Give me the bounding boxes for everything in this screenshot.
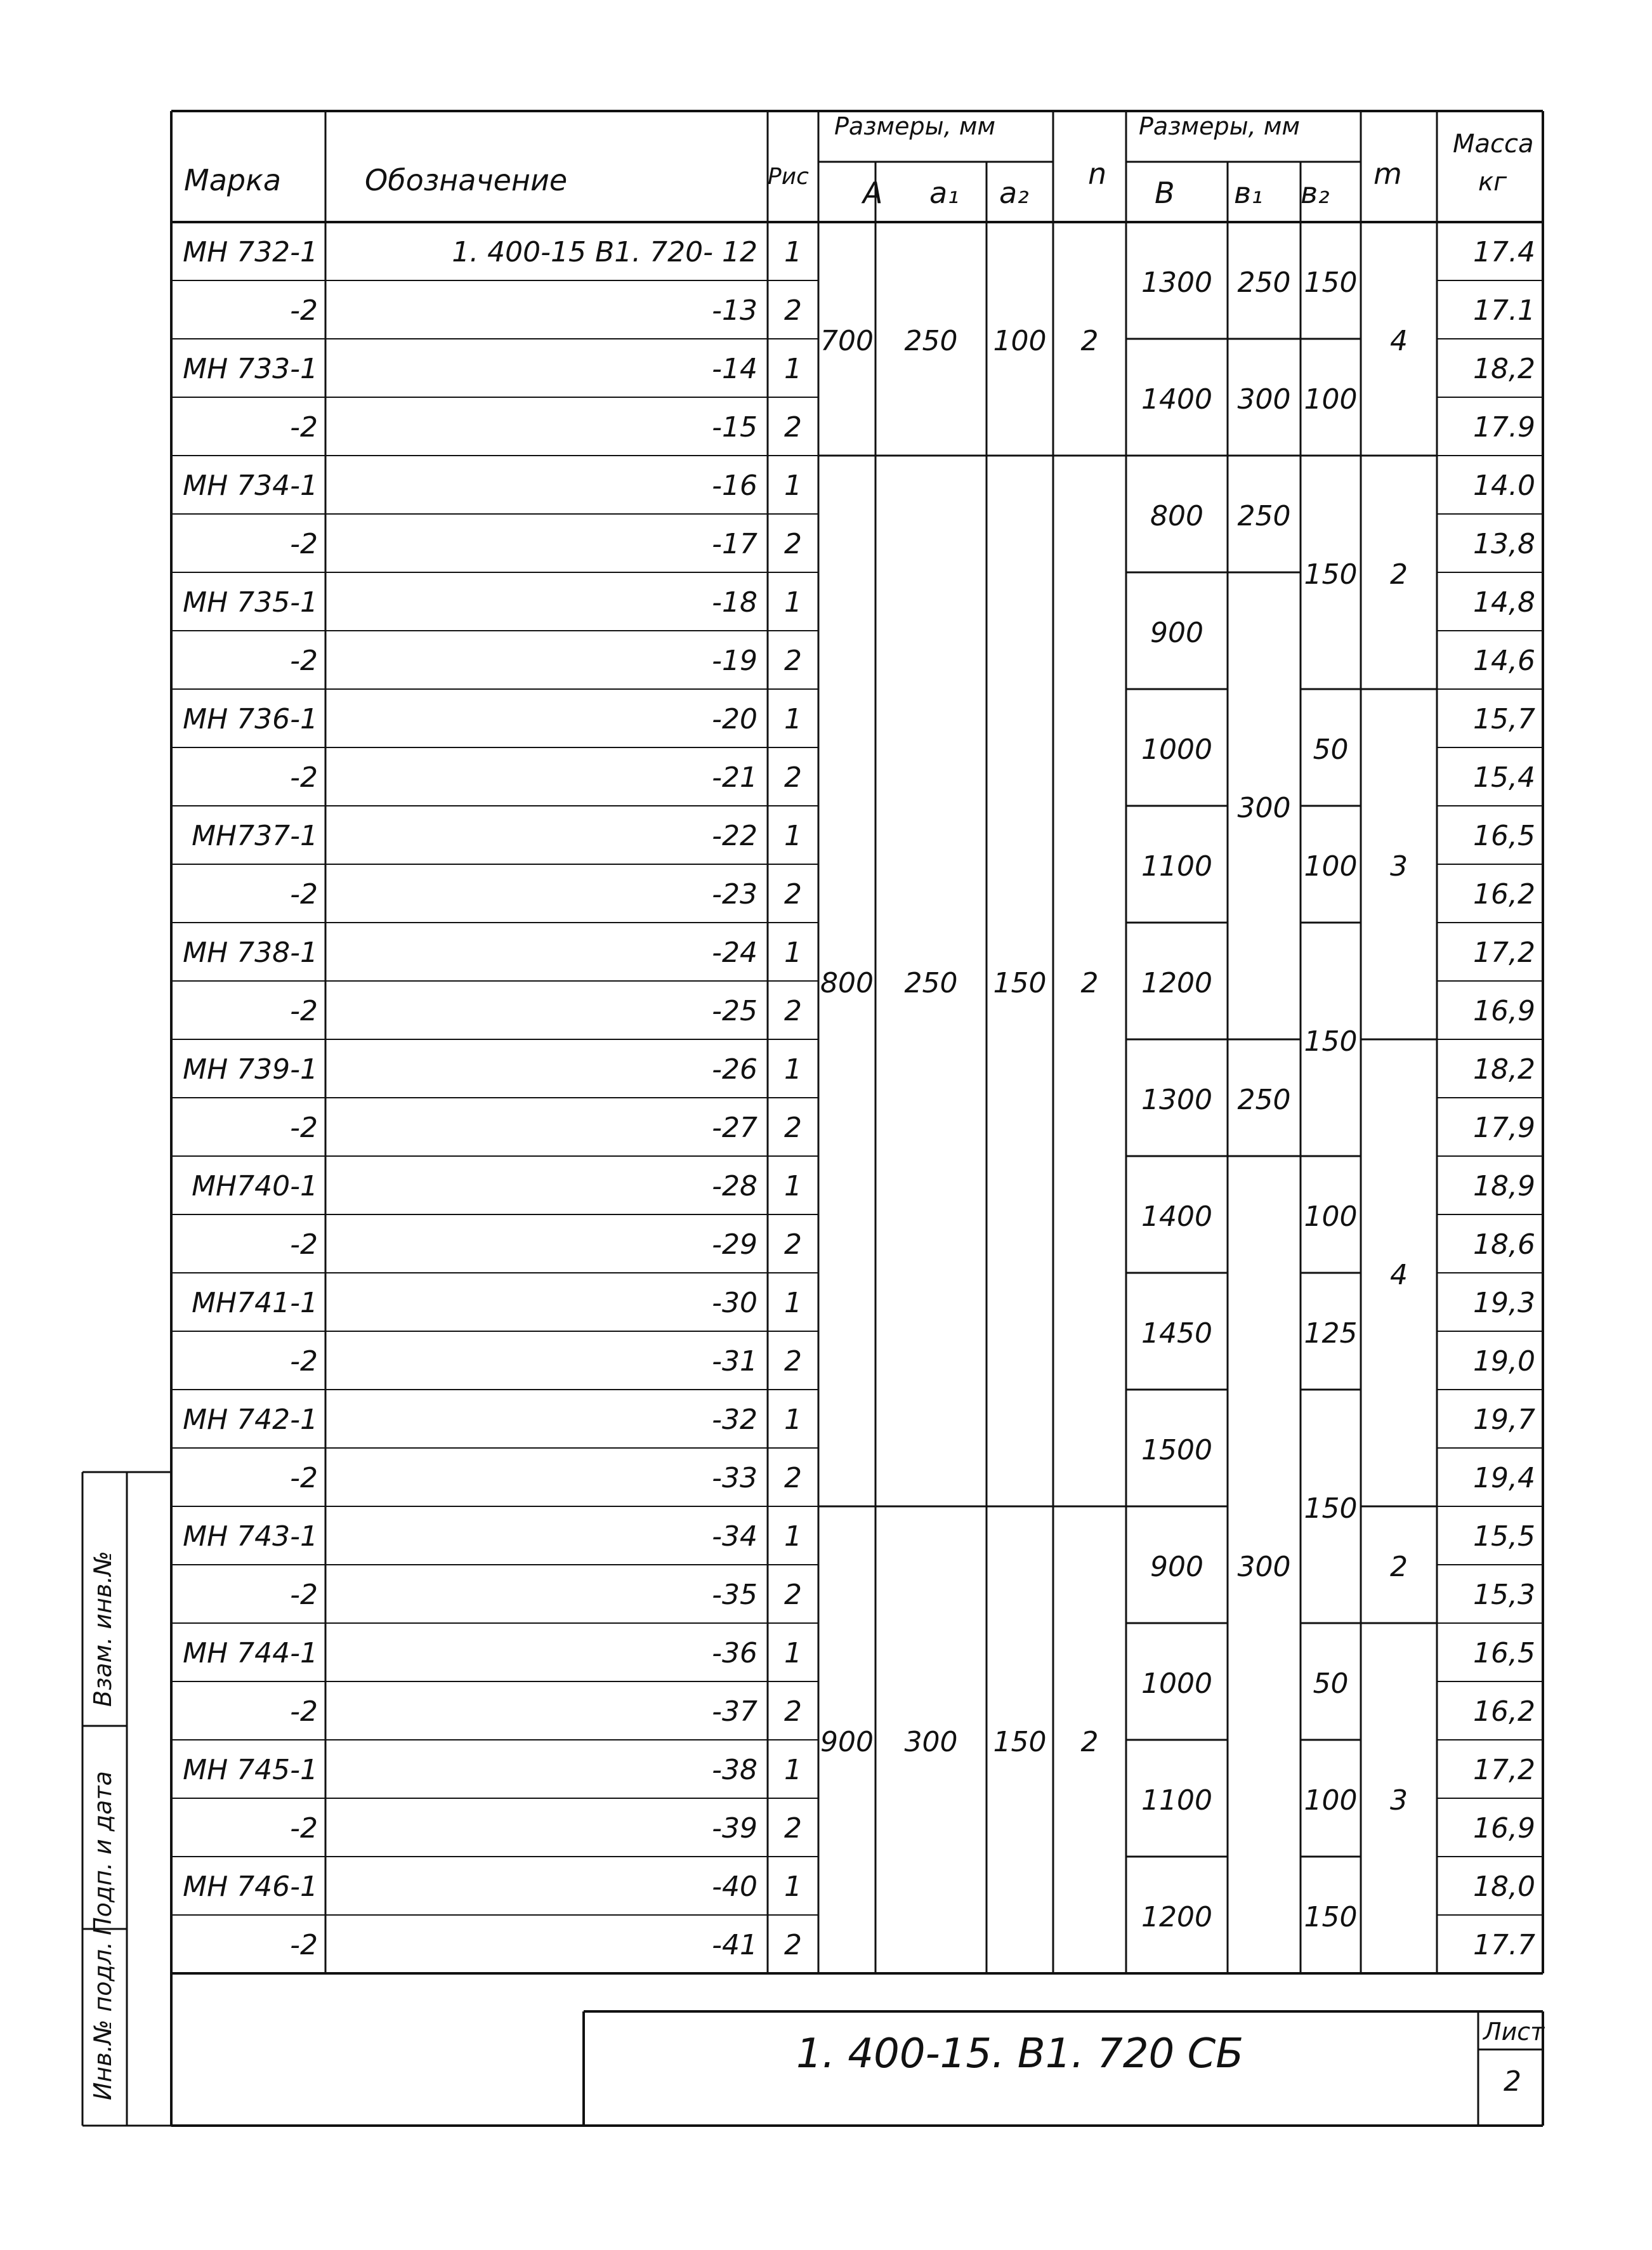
row-marka: МН 736-1 bbox=[183, 703, 318, 735]
group-a1: 250 bbox=[904, 325, 958, 357]
row-marka: МН 744-1 bbox=[183, 1637, 318, 1669]
row-marka: МН 745-1 bbox=[183, 1754, 318, 1786]
sheet-label: Лист bbox=[1483, 2018, 1545, 2046]
row-ris: 2 bbox=[784, 995, 802, 1027]
row-oboznachenie: -41 bbox=[712, 1929, 757, 1961]
row-marka: -2 bbox=[290, 995, 318, 1027]
row-oboznachenie: -26 bbox=[712, 1053, 757, 1086]
header-razmery-1: Размеры, мм bbox=[834, 112, 996, 140]
row-ris: 2 bbox=[784, 645, 802, 677]
row-massa: 17,2 bbox=[1473, 937, 1535, 969]
group-B: 1100 bbox=[1141, 1784, 1212, 1817]
row-oboznachenie: -22 bbox=[712, 820, 757, 852]
group-a1: 300 bbox=[904, 1726, 958, 1758]
row-oboznachenie: -36 bbox=[712, 1637, 757, 1669]
group-B: 1000 bbox=[1141, 1668, 1212, 1700]
row-ris: 1 bbox=[784, 1404, 802, 1436]
header-a1: a₁ bbox=[929, 176, 959, 210]
row-oboznachenie: -14 bbox=[712, 353, 757, 385]
group-B: 1200 bbox=[1141, 1901, 1212, 1933]
row-ris: 2 bbox=[784, 411, 802, 444]
row-ris: 1 bbox=[784, 1053, 802, 1086]
row-ris: 2 bbox=[784, 528, 802, 560]
row-ris: 2 bbox=[784, 1812, 802, 1845]
header-oboznachenie: Обозначение bbox=[365, 163, 568, 197]
row-marka: -2 bbox=[290, 1579, 318, 1611]
group-b1: 300 bbox=[1237, 383, 1291, 416]
document-designation: 1. 400-15. В1. 720 СБ bbox=[796, 2030, 1244, 2077]
row-oboznachenie: 1. 400-15 В1. 720- 12 bbox=[452, 236, 757, 268]
group-b1: 300 bbox=[1237, 1551, 1291, 1583]
row-massa: 17,9 bbox=[1473, 1112, 1535, 1144]
row-ris: 1 bbox=[784, 1637, 802, 1669]
header-B: B bbox=[1155, 176, 1175, 210]
group-m: 4 bbox=[1390, 325, 1408, 357]
group-m: 2 bbox=[1390, 1551, 1408, 1583]
row-massa: 17.7 bbox=[1473, 1929, 1535, 1961]
group-b2: 100 bbox=[1304, 1784, 1358, 1817]
group-A: 800 bbox=[820, 967, 874, 999]
group-B: 1300 bbox=[1141, 266, 1212, 299]
row-marka: МН 734-1 bbox=[183, 470, 318, 502]
row-massa: 14,6 bbox=[1473, 645, 1535, 677]
row-massa: 15,7 bbox=[1473, 703, 1535, 735]
row-oboznachenie: -35 bbox=[712, 1579, 757, 1611]
group-b2: 100 bbox=[1304, 850, 1358, 883]
header-b2: в₂ bbox=[1301, 176, 1330, 210]
row-oboznachenie: -25 bbox=[712, 995, 757, 1027]
row-marka: МН 733-1 bbox=[183, 353, 318, 385]
row-marka: -2 bbox=[290, 528, 318, 560]
group-a2: 100 bbox=[993, 325, 1047, 357]
row-marka: МН 742-1 bbox=[183, 1404, 318, 1436]
row-oboznachenie: -23 bbox=[712, 878, 757, 911]
group-b2: 150 bbox=[1304, 1025, 1358, 1058]
row-oboznachenie: -28 bbox=[712, 1170, 757, 1202]
group-m: 2 bbox=[1390, 558, 1408, 591]
row-ris: 2 bbox=[784, 1579, 802, 1611]
group-B: 1200 bbox=[1141, 967, 1212, 999]
row-oboznachenie: -39 bbox=[712, 1812, 757, 1845]
group-B: 1500 bbox=[1141, 1434, 1212, 1466]
row-marka: МН 732-1 bbox=[183, 236, 318, 268]
row-massa: 19,4 bbox=[1473, 1462, 1535, 1494]
row-oboznachenie: -21 bbox=[712, 761, 757, 794]
group-b1: 250 bbox=[1237, 500, 1291, 532]
row-massa: 15,5 bbox=[1473, 1520, 1535, 1553]
header-ris: Рис bbox=[768, 164, 809, 190]
group-B: 900 bbox=[1150, 1551, 1203, 1583]
group-B: 900 bbox=[1150, 617, 1203, 649]
row-oboznachenie: -20 bbox=[712, 703, 757, 735]
group-n: 2 bbox=[1080, 325, 1099, 357]
header-massa-unit: кг bbox=[1478, 168, 1507, 197]
row-massa: 17.9 bbox=[1473, 411, 1535, 444]
table-body bbox=[183, 236, 1535, 1961]
row-ris: 1 bbox=[784, 1871, 802, 1903]
row-massa: 14,8 bbox=[1473, 586, 1535, 619]
row-marka: МН740-1 bbox=[192, 1170, 318, 1202]
row-marka: -2 bbox=[290, 761, 318, 794]
group-B: 1000 bbox=[1141, 734, 1212, 766]
side-stamp-vzam: Взам. инв.№ bbox=[89, 1551, 117, 1707]
row-massa: 15,3 bbox=[1473, 1579, 1535, 1611]
row-marka: -2 bbox=[290, 1228, 318, 1261]
side-stamp-podp: Подп. и дата bbox=[89, 1771, 117, 1935]
row-ris: 2 bbox=[784, 1695, 802, 1728]
row-oboznachenie: -30 bbox=[712, 1287, 757, 1319]
row-ris: 1 bbox=[784, 236, 802, 268]
row-ris: 1 bbox=[784, 703, 802, 735]
header-m: m bbox=[1373, 157, 1402, 191]
row-marka: -2 bbox=[290, 1462, 318, 1494]
row-marka: -2 bbox=[290, 1695, 318, 1728]
row-massa: 17,2 bbox=[1473, 1754, 1535, 1786]
group-B: 1100 bbox=[1141, 850, 1212, 883]
row-ris: 2 bbox=[784, 1228, 802, 1261]
row-oboznachenie: -19 bbox=[712, 645, 757, 677]
row-massa: 18,2 bbox=[1473, 1053, 1535, 1086]
row-ris: 2 bbox=[784, 1462, 802, 1494]
group-b2: 150 bbox=[1304, 1901, 1358, 1933]
row-oboznachenie: -38 bbox=[712, 1754, 757, 1786]
row-massa: 19,0 bbox=[1473, 1345, 1535, 1378]
group-A: 900 bbox=[820, 1726, 874, 1758]
group-b2: 125 bbox=[1304, 1317, 1358, 1350]
title-block bbox=[796, 2018, 1545, 2098]
row-ris: 1 bbox=[784, 1754, 802, 1786]
row-marka: МН741-1 bbox=[192, 1287, 318, 1319]
row-massa: 17.1 bbox=[1473, 294, 1535, 327]
group-a2: 150 bbox=[993, 1726, 1047, 1758]
group-b2: 150 bbox=[1304, 266, 1358, 299]
row-massa: 18,6 bbox=[1473, 1228, 1535, 1261]
row-ris: 1 bbox=[784, 1170, 802, 1202]
row-massa: 13,8 bbox=[1473, 528, 1535, 560]
row-marka: -2 bbox=[290, 878, 318, 911]
row-ris: 1 bbox=[784, 937, 802, 969]
row-massa: 15,4 bbox=[1473, 761, 1535, 794]
header-marka: Марка bbox=[184, 163, 282, 197]
row-massa: 16,5 bbox=[1473, 820, 1535, 852]
header-massa: Масса bbox=[1453, 129, 1534, 159]
group-b2: 50 bbox=[1313, 1668, 1349, 1700]
row-ris: 1 bbox=[784, 353, 802, 385]
row-marka: -2 bbox=[290, 411, 318, 444]
row-oboznachenie: -34 bbox=[712, 1520, 757, 1553]
group-B: 1400 bbox=[1141, 383, 1212, 416]
group-A: 700 bbox=[820, 325, 874, 357]
header-n: n bbox=[1088, 157, 1107, 191]
row-marka: -2 bbox=[290, 1345, 318, 1378]
group-n: 2 bbox=[1080, 1726, 1099, 1758]
row-ris: 1 bbox=[784, 820, 802, 852]
row-ris: 2 bbox=[784, 878, 802, 911]
row-oboznachenie: -31 bbox=[712, 1345, 757, 1378]
row-ris: 2 bbox=[784, 1345, 802, 1378]
row-oboznachenie: -17 bbox=[712, 528, 757, 560]
row-marka: МН 735-1 bbox=[183, 586, 318, 619]
row-marka: -2 bbox=[290, 1112, 318, 1144]
group-b1: 250 bbox=[1237, 1084, 1291, 1116]
row-oboznachenie: -16 bbox=[712, 470, 757, 502]
row-marka: МН 743-1 bbox=[183, 1520, 318, 1553]
row-ris: 1 bbox=[784, 586, 802, 619]
group-b2: 150 bbox=[1304, 1492, 1358, 1525]
row-massa: 19,7 bbox=[1473, 1404, 1535, 1436]
row-marka: МН 738-1 bbox=[183, 937, 318, 969]
side-stamp-inv: Инв.№ подл. bbox=[89, 1941, 117, 2100]
row-massa: 19,3 bbox=[1473, 1287, 1535, 1319]
row-massa: 16,2 bbox=[1473, 1695, 1535, 1728]
row-oboznachenie: -33 bbox=[712, 1462, 757, 1494]
row-massa: 18,0 bbox=[1473, 1871, 1535, 1903]
row-marka: МН737-1 bbox=[192, 820, 318, 852]
row-massa: 16,2 bbox=[1473, 878, 1535, 911]
row-marka: -2 bbox=[290, 645, 318, 677]
row-oboznachenie: -27 bbox=[712, 1112, 757, 1144]
row-marka: -2 bbox=[290, 1812, 318, 1845]
sheet-number: 2 bbox=[1504, 2065, 1521, 2098]
row-massa: 17.4 bbox=[1473, 236, 1535, 268]
group-B: 1450 bbox=[1141, 1317, 1212, 1350]
row-ris: 1 bbox=[784, 1520, 802, 1553]
group-b1: 250 bbox=[1237, 266, 1291, 299]
group-a1: 250 bbox=[904, 967, 958, 999]
row-oboznachenie: -40 bbox=[712, 1871, 757, 1903]
row-ris: 1 bbox=[784, 1287, 802, 1319]
row-ris: 2 bbox=[784, 294, 802, 327]
row-marka: МН 746-1 bbox=[183, 1871, 318, 1903]
row-oboznachenie: -24 bbox=[712, 937, 757, 969]
row-ris: 2 bbox=[784, 761, 802, 794]
side-stamp bbox=[89, 1551, 117, 2100]
group-B: 1400 bbox=[1141, 1201, 1212, 1233]
group-a2: 150 bbox=[993, 967, 1047, 999]
row-massa: 16,9 bbox=[1473, 995, 1535, 1027]
row-massa: 18,2 bbox=[1473, 353, 1535, 385]
header-b1: в₁ bbox=[1234, 176, 1263, 210]
row-marka: -2 bbox=[290, 294, 318, 327]
row-ris: 2 bbox=[784, 1112, 802, 1144]
row-marka: МН 739-1 bbox=[183, 1053, 318, 1086]
header-a2: a₂ bbox=[999, 176, 1029, 210]
row-ris: 2 bbox=[784, 1929, 802, 1961]
group-B: 800 bbox=[1150, 500, 1203, 532]
row-oboznachenie: -18 bbox=[712, 586, 757, 619]
group-m: 3 bbox=[1390, 1784, 1408, 1817]
group-B: 1300 bbox=[1141, 1084, 1212, 1116]
row-marka: -2 bbox=[290, 1929, 318, 1961]
group-b2: 100 bbox=[1304, 1201, 1358, 1233]
group-b2: 50 bbox=[1313, 734, 1349, 766]
row-massa: 14.0 bbox=[1473, 470, 1535, 502]
row-oboznachenie: -29 bbox=[712, 1228, 757, 1261]
row-oboznachenie: -37 bbox=[712, 1695, 757, 1728]
row-massa: 16,9 bbox=[1473, 1812, 1535, 1845]
header-A: A bbox=[863, 176, 883, 210]
row-oboznachenie: -15 bbox=[712, 411, 757, 444]
group-m: 4 bbox=[1390, 1259, 1408, 1291]
group-b2: 150 bbox=[1304, 558, 1358, 591]
group-m: 3 bbox=[1390, 850, 1408, 883]
group-b2: 100 bbox=[1304, 383, 1358, 416]
row-massa: 18,9 bbox=[1473, 1170, 1535, 1202]
group-n: 2 bbox=[1080, 967, 1099, 999]
header-razmery-2: Размеры, мм bbox=[1139, 112, 1301, 140]
group-b1: 300 bbox=[1237, 792, 1291, 824]
row-massa: 16,5 bbox=[1473, 1637, 1535, 1669]
row-ris: 1 bbox=[784, 470, 802, 502]
row-oboznachenie: -32 bbox=[712, 1404, 757, 1436]
row-oboznachenie: -13 bbox=[712, 294, 757, 327]
